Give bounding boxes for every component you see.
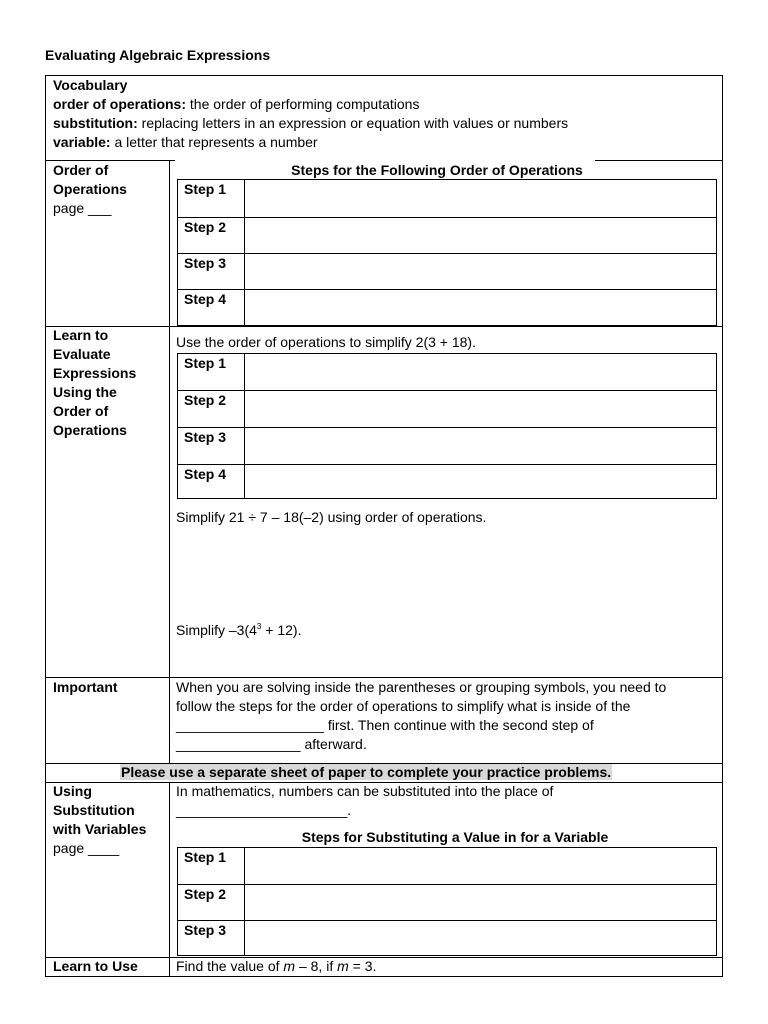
- page-ref: page ____: [53, 840, 120, 856]
- step-row: Step 1: [178, 180, 716, 217]
- vocab-item: order of operations: the order of performing computations: [53, 96, 420, 112]
- vocabulary-heading: Vocabulary: [53, 77, 128, 93]
- substitution-steps-table: [177, 847, 717, 956]
- step-row: Step 1: [178, 848, 716, 884]
- step-row: Step 1: [178, 354, 716, 390]
- find-value-text: Find the value of m – 8, if m = 3.: [176, 958, 377, 974]
- important-label: Important: [53, 679, 118, 695]
- vocabulary-block: [53, 76, 568, 152]
- step-row: Step 2: [178, 217, 716, 253]
- learn-steps-table: [177, 353, 717, 499]
- learn-to-use-label: Learn to Use: [53, 958, 138, 974]
- step-row: Step 3: [178, 253, 716, 289]
- table-left-border: [45, 75, 46, 977]
- problem-text: Simplify $-3(4^3 + 12)$.: [176, 622, 302, 638]
- step-row: Step 3: [178, 920, 716, 955]
- vocab-item: substitution: replacing letters in an expression or equation with values or numbers: [53, 115, 569, 131]
- table-bottom-border: [45, 976, 723, 977]
- order-steps-heading: Steps for the Following Order of Operations: [291, 162, 583, 178]
- row-divider: [45, 326, 723, 327]
- learn-prompt: Use the order of operations to simplify 2(3 + 18).: [176, 334, 476, 350]
- order-steps-table: [177, 179, 717, 326]
- page-title: Evaluating Algebraic Expressions: [45, 47, 271, 63]
- substitution-intro: In mathematics, numbers can be substituted into the place of ______________________.: [176, 783, 554, 818]
- table-right-border: [722, 75, 723, 977]
- step-row: Step 4: [178, 464, 716, 499]
- column-divider: [169, 160, 170, 763]
- step-row: Step 4: [178, 289, 716, 325]
- step-row: Step 2: [178, 884, 716, 920]
- order-section-label: Order of Operations page ___: [53, 162, 127, 216]
- important-text: When you are solving inside the parentheses or grouping symbols, you need to follow the steps for the order of operations to simplify what is inside of the ___________________ first. Then continue with the second step of ________________ afterward.: [176, 679, 667, 752]
- problem-text: Simplify 21 ÷ 7 – 18(–2) using order of operations.: [176, 509, 487, 525]
- substitution-steps-heading: Steps for Substituting a Value in for a Variable: [301, 829, 609, 845]
- substitution-section-label: Using Substitution with Variables page ____: [53, 783, 147, 856]
- row-divider: [45, 957, 723, 958]
- vocab-item: variable: a letter that represents a number: [53, 134, 318, 150]
- row-divider: [595, 160, 723, 161]
- step-row: Step 2: [178, 390, 716, 427]
- column-divider: [169, 782, 170, 977]
- step-row: Step 3: [178, 427, 716, 464]
- learn-section-label: Learn to Evaluate Expressions Using the Order of Operations: [53, 327, 137, 438]
- page-ref: page ___: [53, 200, 112, 216]
- practice-banner: Please use a separate sheet of paper to complete your practice problems.: [121, 764, 612, 780]
